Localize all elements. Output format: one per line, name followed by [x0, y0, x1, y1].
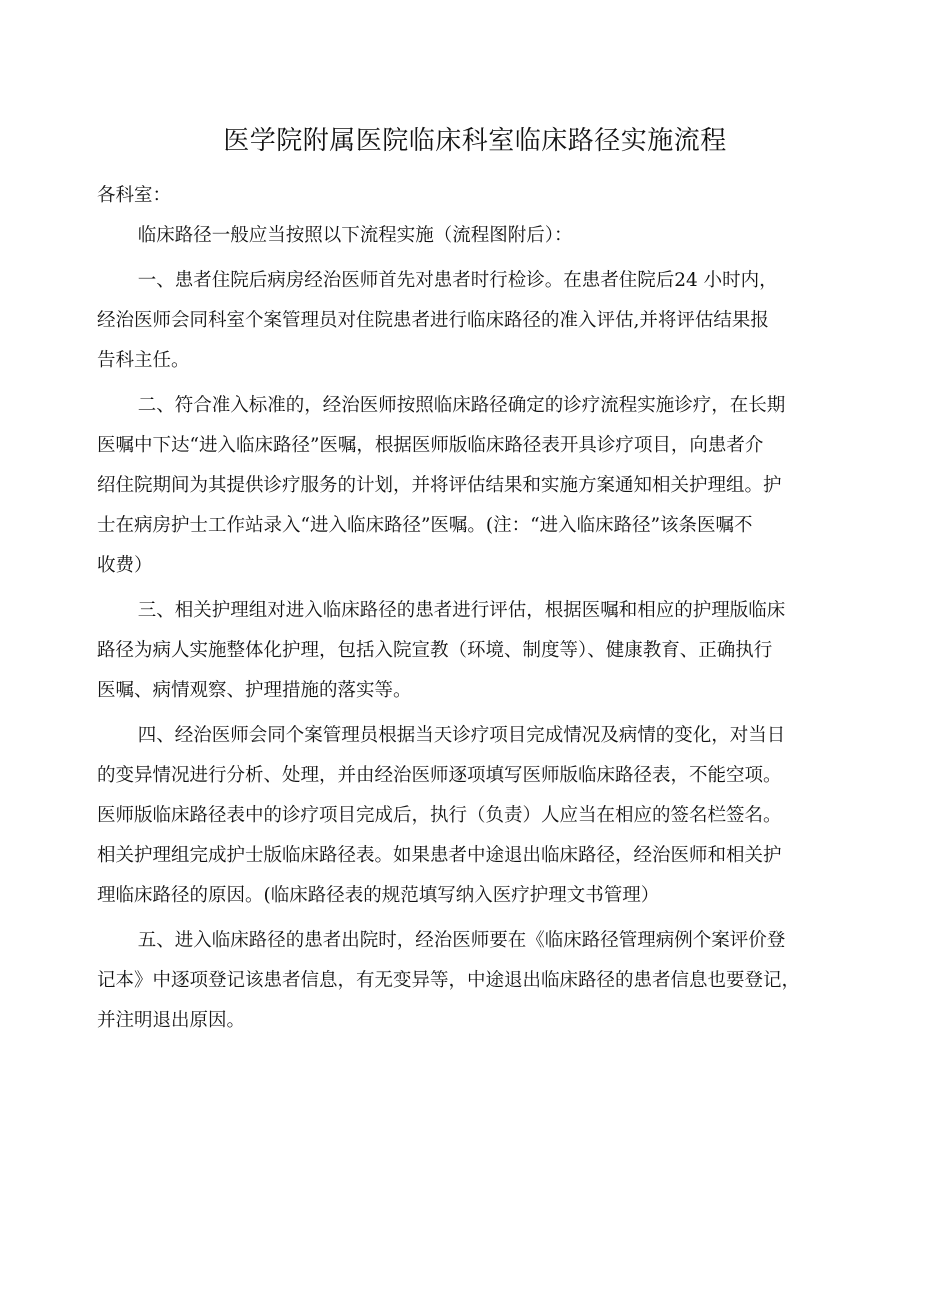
paragraph-line: 并注明退出原因。: [97, 1010, 246, 1031]
paragraph-line: 临床路径一般应当按照以下流程实施（流程图附后）：: [137, 225, 573, 246]
paragraph-1: [97, 261, 857, 381]
paragraph-line: 士在病房护士工作站录入“进入临床路径”医嘱。(注：“进入临床路径”该条医嘱不: [97, 515, 753, 536]
paragraph-line: 三、相关护理组对进入临床路径的患者进行评估，根据医嘱和相应的护理版临床: [137, 600, 786, 621]
paragraph-intro: [97, 216, 857, 256]
paragraph-line: 五、进入临床路径的患者出院时，经治医师要在《临床路径管理病例个案评价登: [137, 930, 786, 951]
salutation: 各科室：: [97, 185, 172, 206]
paragraph-line: 相关护理组完成护士版临床路径表。如果患者中途退出临床路径，经治医师和相关护: [97, 845, 782, 866]
paragraph-line: 绍住院期间为其提供诊疗服务的计划，并将评估结果和实施方案通知相关护理组。护: [97, 475, 782, 496]
paragraph-line: 理临床路径的原因。(临床路径表的规范填写纳入医疗护理文书管理）: [97, 885, 660, 906]
paragraph-line: 收费）: [97, 555, 153, 576]
paragraph-line: 记本》中逐项登记该患者信息，有无变异等，中途退出临床路径的患者信息也要登记，: [97, 970, 801, 991]
document-title: 医学院附属医院临床科室临床路径实施流程: [223, 126, 727, 156]
paragraph-line: 医嘱中下达“进入临床路径”医嘱，根据医师版临床路径表开具诊疗项目，向患者介: [97, 435, 764, 456]
paragraph-line: 四、经治医师会同个案管理员根据当天诊疗项目完成情况及病情的变化，对当日: [137, 725, 786, 746]
paragraph-4: [97, 716, 857, 916]
paragraph-line: 一、患者住院后病房经治医师首先对患者时行检诊。在患者住院后24 小时内，: [137, 270, 778, 291]
document-body: [97, 176, 857, 1046]
paragraph-line: 告科主任。: [97, 350, 190, 371]
paragraph-line: 二、符合准入标准的，经治医师按照临床路径确定的诊疗流程实施诊疗，在长期: [137, 395, 786, 416]
paragraph-line: 路径为病人实施整体化护理，包括入院宣教（环境、制度等）、健康教育、正确执行: [97, 640, 773, 661]
paragraph-5: [97, 921, 857, 1041]
paragraph-line: 经治医师会同科室个案管理员对住院患者进行临床路径的准入评估,并将评估结果报: [97, 310, 769, 331]
paragraph-line: 的变异情况进行分析、处理，并由经治医师逐项填写医师版临床路径表，不能空项。: [97, 765, 782, 786]
paragraph-line: 医嘱、病情观察、护理措施的落实等。: [97, 680, 412, 701]
paragraph-2: [97, 386, 857, 586]
paragraph-line: 医师版临床路径表中的诊疗项目完成后，执行（负责）人应当在相应的签名栏签名。: [97, 805, 782, 826]
paragraph-3: [97, 591, 857, 711]
